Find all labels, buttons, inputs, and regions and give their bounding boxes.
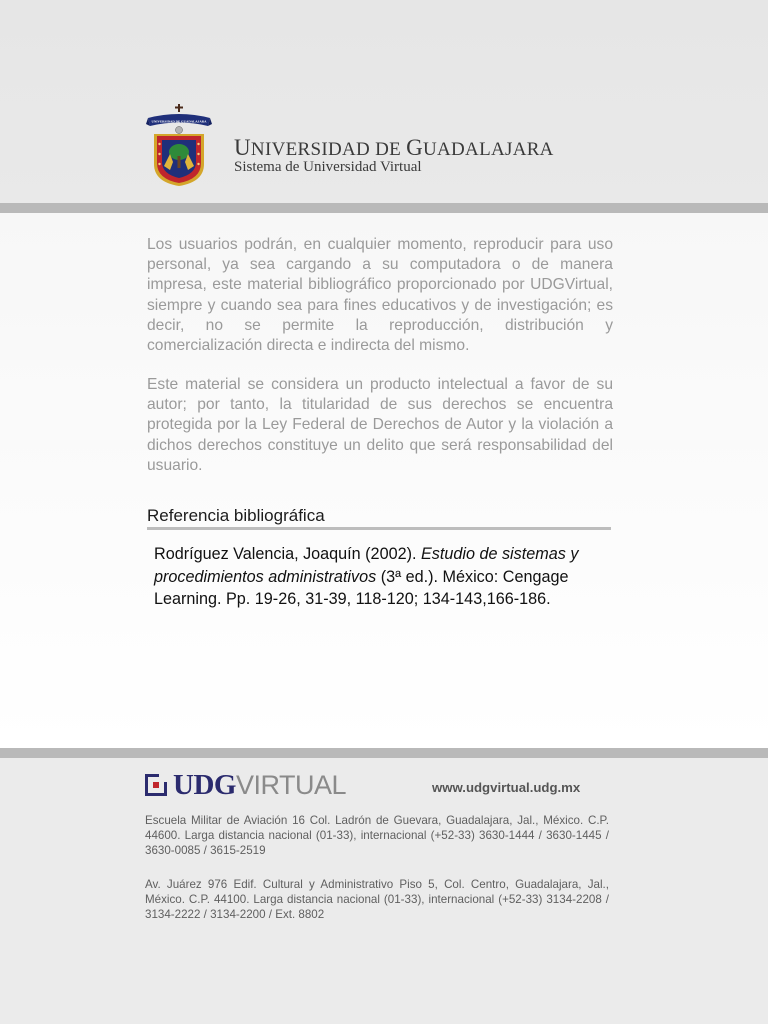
university-name-part-2: UADALAJARA: [422, 139, 554, 160]
address-campus-1: Escuela Militar de Aviación 16 Col. Ladrón de Guevara, Guadalajara, Jal., México. C.P. 44600. Larga distancia nacional (01-33), internacional (+52-33) 3630-1444 / 3630-1445 / 3630-0085 / 3615-2519: [145, 814, 609, 857]
university-crest-icon: [146, 104, 212, 186]
university-name: [234, 135, 554, 161]
usage-notice-paragraph: Los usuarios podrán, en cualquier momento, reproducir para uso personal, ya sea cargando a su computadora o de manera impresa, este material bibliográfico proporcionado por UDGVirtual, siempre y cuando sea para fines educativos y de investigación; es decir, no se permite la reproducción, distribución y comercialización directa e indirecta del mismo.: [147, 236, 613, 355]
citation-author: Rodríguez Valencia, Joaquín (2002).: [154, 545, 421, 563]
university-name-part-1: NIVERSIDAD DE: [250, 139, 407, 160]
address-campus-2: Av. Juárez 976 Edif. Cultural y Administrativo Piso 5, Col. Centro, Guadalajara, Jal., México. C.P. 44100. Larga distancia nacional (01-33), internacional (+52-33) 3134-2208 / 3134-2222 / 3134-2200 / Ext. 8802: [145, 878, 609, 921]
website-url: www.udgvirtual.udg.mx: [432, 780, 581, 795]
udg-virtual-logo: [145, 770, 346, 800]
reference-underline: [147, 527, 611, 530]
header-divider: [0, 203, 768, 213]
citation-details: (3ª ed.). México: Cengage Learning. Pp. 19-26, 31-39, 118-120; 134-143,166-186.: [154, 567, 569, 609]
copyright-notice-paragraph: Este material se considera un producto intelectual a favor de su autor; por tanto, la titularidad de sus derechos se encuentra protegida por la Ley Federal de Derechos de Autor y la violación a dichos derechos constituye un delito que será responsabilidad del usuario.: [147, 376, 613, 474]
university-subtitle: Sistema de Universidad Virtual: [234, 159, 422, 175]
footer-divider: [0, 748, 768, 758]
udg-square-mark-icon: [145, 774, 167, 796]
logo-virtual-text: VIRTUAL: [235, 770, 346, 800]
logo-udg-text: UDG: [173, 769, 236, 801]
citation-title: Estudio de sistemas y procedimientos administrativos: [154, 545, 579, 586]
crest-banner-text: UNIVERSIDAD DE GUADALAJARA: [151, 119, 207, 124]
reference-heading: Referencia bibliográfica: [147, 506, 325, 525]
bibliographic-citation: [154, 543, 620, 611]
university-name-initial-u: U: [234, 135, 251, 160]
university-name-initial-g: G: [406, 135, 423, 160]
